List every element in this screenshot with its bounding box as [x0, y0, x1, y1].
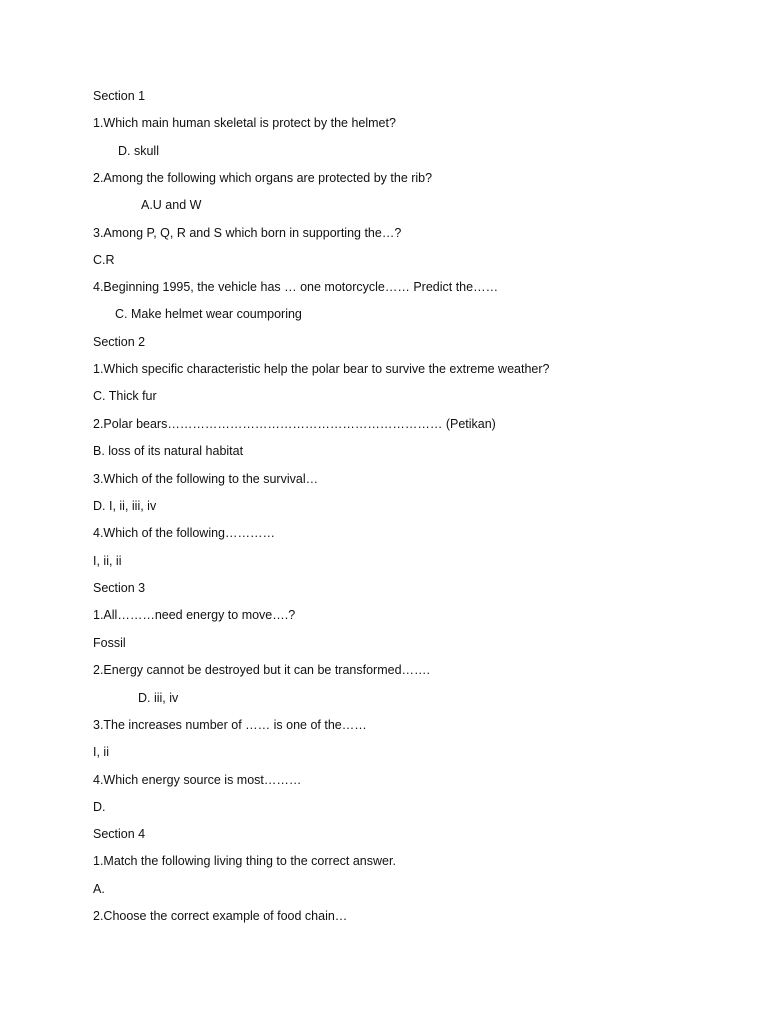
- section-1-question-1: 1.Which main human skeletal is protect by the helmet?: [93, 116, 396, 130]
- section-1-answer-3: C.R: [93, 253, 115, 267]
- section-3-question-2: 2.Energy cannot be destroyed but it can be transformed…….: [93, 663, 430, 677]
- section-2-answer-3: D. I, ii, iii, iv: [93, 499, 157, 513]
- section-4-heading: Section 4: [93, 827, 146, 841]
- section-1-question-3: 3.Among P, Q, R and S which born in supporting the…?: [93, 226, 402, 240]
- section-1-answer-1: D. skull: [118, 144, 159, 158]
- section-4-question-1: 1.Match the following living thing to the correct answer.: [93, 854, 396, 868]
- section-1-answer-2: A.U and W: [141, 198, 202, 212]
- section-1-question-4: 4.Beginning 1995, the vehicle has … one motorcycle…… Predict the……: [93, 280, 499, 294]
- section-2-heading: Section 2: [93, 335, 146, 349]
- section-3-question-3: 3.The increases number of …… is one of the……: [93, 718, 367, 732]
- section-2-answer-1: C. Thick fur: [93, 389, 157, 403]
- section-3-answer-2: D. iii, iv: [138, 691, 179, 705]
- section-4-answer-1: A.: [93, 882, 105, 896]
- section-1-heading: Section 1: [93, 89, 146, 103]
- section-4-question-2: 2.Choose the correct example of food chain…: [93, 909, 348, 923]
- section-1-answer-4: C. Make helmet wear coumporing: [115, 307, 302, 321]
- section-3-question-4: 4.Which energy source is most………: [93, 773, 302, 787]
- section-3-question-1: 1.All………need energy to move….?: [93, 608, 296, 622]
- section-3-answer-1: Fossil: [93, 636, 126, 650]
- section-3-heading: Section 3: [93, 581, 146, 595]
- section-3-answer-4: D.: [93, 800, 106, 814]
- section-2-question-2: 2.Polar bears………………………………………………………… (Petikan): [93, 417, 496, 431]
- section-2-question-3: 3.Which of the following to the survival…: [93, 472, 319, 486]
- section-2-answer-2: B. loss of its natural habitat: [93, 444, 244, 458]
- section-3-answer-3: I, ii: [93, 745, 109, 759]
- section-1-question-2: 2.Among the following which organs are protected by the rib?: [93, 171, 433, 185]
- section-2-question-1: 1.Which specific characteristic help the polar bear to survive the extreme weather?: [93, 362, 550, 376]
- section-2-question-4: 4.Which of the following…………: [93, 526, 276, 540]
- section-2-answer-4: I, ii, ii: [93, 554, 122, 568]
